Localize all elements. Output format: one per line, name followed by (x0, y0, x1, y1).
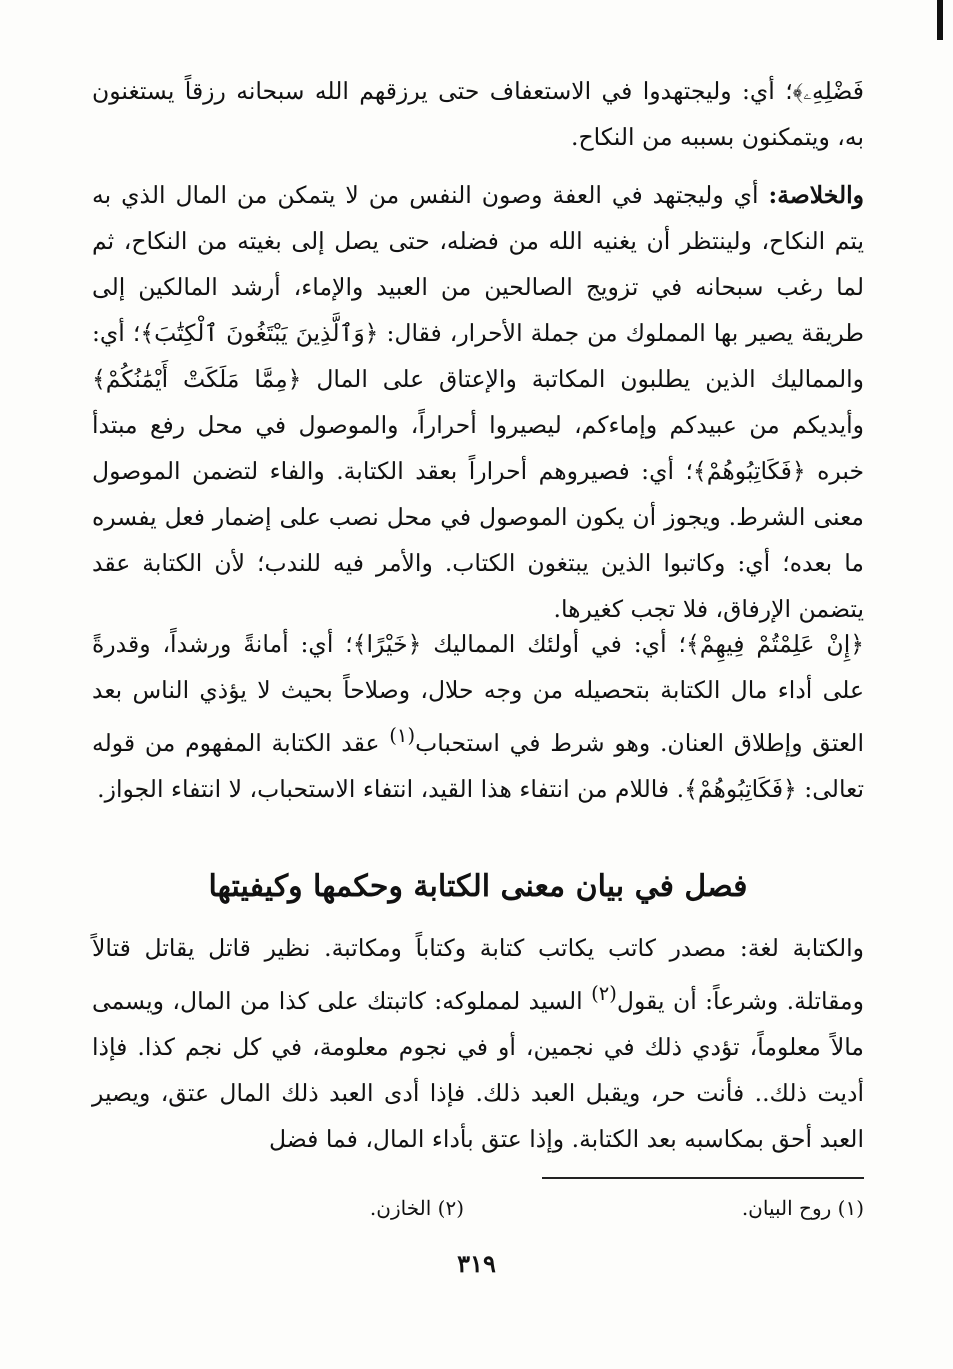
paragraph-3 (92, 621, 864, 812)
footnotes (92, 1188, 864, 1228)
footnote-separator (542, 1177, 864, 1179)
section-heading: فصل في بيان معنى الكتابة وحكمها وكيفيتها (208, 869, 748, 904)
footnote-1: (١) روح البيان. (741, 1196, 864, 1220)
paragraph-5 (92, 925, 864, 1162)
footnote-ref-1: (١) (389, 724, 416, 747)
paragraph-2 (92, 172, 864, 632)
paragraph-1 (92, 68, 864, 160)
paragraph-3-text-a: ﴿إِنْ عَلِمْتُمْ فِيهِمْ﴾؛ أي: في أولئك المماليك ﴿خَيْرًا﴾؛ أي: أمانةً ورشداً، وقدرةً على أداء مال الكتابة بتحصيله من وجه حلال، وصلاحاً بحيث لا يؤذي الناس بعد العتق وإطلاق العنان. وهو شرط في استحباب (92, 630, 864, 757)
summary-lead-word: والخلاصة: (768, 181, 864, 209)
footnote-ref-2: (٢) (591, 982, 617, 1005)
paragraph-5-text-a: والكتابة لغة: مصدر كاتب يكاتب كتابة وكتاباً ومكاتبة. نظير قاتل يقاتل قتالاً ومقاتلة. وشرعاً: أن يقول (92, 934, 864, 1015)
page-edge-mark (937, 0, 943, 40)
footnote-2: (٢) الخازن. (369, 1196, 464, 1220)
paragraph-3-text-b: عقد الكتابة المفهوم من قوله تعالى: ﴿فَكَاتِبُوهُمْ﴾. فاللام من انتفاء هذا القيد، انتفاء الاستحباب، لا انتفاء الجواز. (92, 728, 864, 803)
paragraph-5-text-b: السيد لمملوكه: كاتبتك على كذا من المال، ويسمى مالاً معلوماً، تؤدي ذلك في نجمين، أو في نجوم معلومة، في كل نجم كذا. فإذا أديت ذلك.. فأنت حر، ويقبل العبد ذلك. فإذا أدى العبد ذلك المال عتق، ويصير العبد أحق بمكاسبه بعد الكتابة. وإذا عتق بأداء المال، فما فضل (92, 986, 864, 1153)
paragraph-2-text: أي وليجتهد في العفة وصون النفس من لا يتمكن من المال الذي به يتم النكاح، ولينتظر أن يغنيه الله من فضله، حتى يصل إلى بغيته من النكاح، ثم لما رغب سبحانه في تزويج الصالحين من العبيد والإماء، أرشد المالكين إلى طريقة يصير بها المملوك من جملة الأحرار، فقال: ﴿وَٱلَّذِينَ يَبْتَغُونَ ٱلْكِتَٰبَ﴾؛ أي: والمماليك الذين يطلبون المكاتبة والإعتاق على المال ﴿مِمَّا مَلَكَتْ أَيْمَٰنُكُمْ﴾ وأيديكم من عبيدكم وإماءكم، ليصيروا أحراراً، والموصول في محل رفع مبتدأ خبره ﴿فَكَاتِبُوهُمْ﴾؛ أي: فصيروهم أحراراً بعقد الكتابة. والفاء لتضمن الموصول معنى الشرط. ويجوز أن يكون الموصول في محل نصب على إضمار فعل يفسره ما بعده؛ أي: وكاتبوا الذين يبتغون الكتاب. والأمر فيه للندب؛ لأن الكتابة عقد يتضمن الإرفاق، فلا تجب كغيرها. (92, 181, 864, 623)
page-number: ٣١٩ (457, 1249, 496, 1278)
paragraph-1-text: فَضْلِهِۦ﴾؛ أي: وليجتهدوا في الاستعفاف حتى يرزقهم الله سبحانه رزقاً يستغنون به، ويتمكنون بسببه من النكاح. (92, 77, 864, 151)
